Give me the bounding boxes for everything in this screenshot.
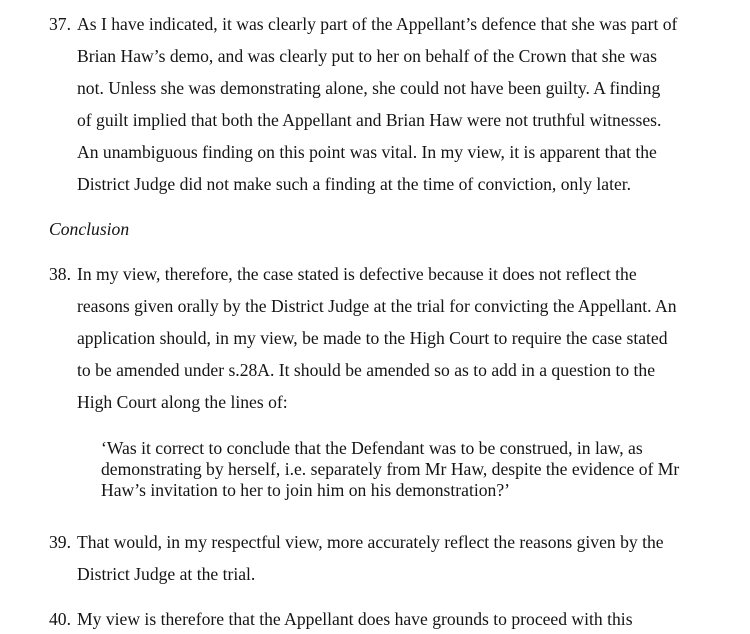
para-line: That would, in my respectful view, more accurately reflect the reasons given by the xyxy=(77,532,664,552)
para-number: 38. xyxy=(49,264,71,284)
para-line: reasons given orally by the District Judge at the trial for convicting the Appellant. An xyxy=(77,296,677,316)
para-line: In my view, therefore, the case stated is defective because it does not reflect the xyxy=(77,264,637,284)
para-line: of guilt implied that both the Appellant and Brian Haw were not truthful witnesses. xyxy=(77,110,662,130)
para-line: District Judge did not make such a finding at the time of conviction, only later. xyxy=(77,174,632,194)
quote-line: demonstrating by herself, i.e. separately from Mr Haw, despite the evidence of Mr xyxy=(101,459,680,479)
para-line: Brian Haw’s demo, and was clearly put to her on behalf of the Crown that she was xyxy=(77,46,657,66)
para-number: 37. xyxy=(49,14,71,34)
para-number: 40. xyxy=(49,609,71,629)
para-line: not. Unless she was demonstrating alone, she could not have been guilty. A finding xyxy=(77,78,661,98)
para-line: As I have indicated, it was clearly part of the Appellant’s defence that she was part of xyxy=(77,14,678,34)
section-heading: Conclusion xyxy=(49,219,130,239)
para-line: District Judge at the trial. xyxy=(77,564,256,584)
para-line: My view is therefore that the Appellant does have grounds to proceed with this xyxy=(77,609,633,629)
para-line: to be amended under s.28A. It should be amended so as to add in a question to the xyxy=(77,360,656,380)
para-number: 39. xyxy=(49,532,71,552)
quote-line: ‘Was it correct to conclude that the Defendant was to be construed, in law, as xyxy=(101,438,643,458)
para-line: High Court along the lines of: xyxy=(77,392,288,412)
quote-line: Haw’s invitation to her to join him on his demonstration?’ xyxy=(101,480,511,500)
para-line: An unambiguous finding on this point was vital. In my view, it is apparent that the xyxy=(77,142,657,162)
para-line: application should, in my view, be made to the High Court to require the case stated xyxy=(77,328,668,348)
